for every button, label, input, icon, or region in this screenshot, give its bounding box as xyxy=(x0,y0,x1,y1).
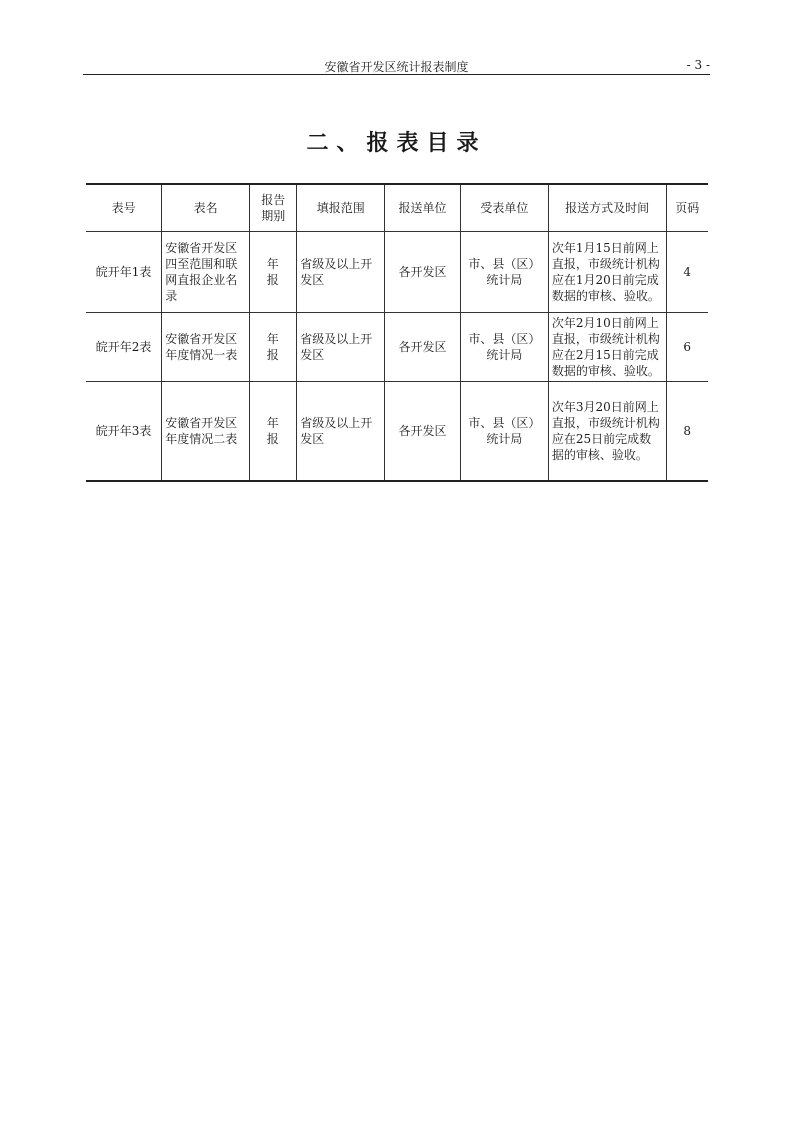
cell-scope: 省级及以上开发区 xyxy=(297,313,385,382)
column-header-name: 表名 xyxy=(162,184,250,232)
cell-scope: 省级及以上开发区 xyxy=(297,232,385,313)
cell-code: 皖开年2表 xyxy=(86,313,162,382)
section-heading: 二、报表目录 xyxy=(306,131,487,156)
cell-code: 皖开年1表 xyxy=(86,232,162,313)
document-title: 安徽省开发区统计报表制度 xyxy=(324,60,469,74)
cell-page: 8 xyxy=(666,382,708,482)
cell-name: 安徽省开发区年度情况一表 xyxy=(162,313,250,382)
cell-page: 4 xyxy=(666,232,708,313)
cell-code: 皖开年3表 xyxy=(86,382,162,482)
column-header-period: 报告 期别 xyxy=(250,184,297,232)
cell-period: 年报 xyxy=(250,382,297,482)
cell-receiver: 市、县（区）统计局 xyxy=(460,313,548,382)
column-header-scope: 填报范围 xyxy=(297,184,385,232)
table-row xyxy=(86,232,708,313)
cell-scope: 省级及以上开发区 xyxy=(297,382,385,482)
column-header-receiver: 受表单位 xyxy=(460,184,548,232)
column-header-method: 报送方式及时间 xyxy=(548,184,666,232)
column-header-page: 页码 xyxy=(666,184,708,232)
page-number: - 3 - xyxy=(686,58,710,72)
table-row xyxy=(86,313,708,382)
cell-unit: 各开发区 xyxy=(385,382,461,482)
header-rule xyxy=(83,74,710,75)
cell-page: 6 xyxy=(666,313,708,382)
cell-name: 安徽省开发区年度情况二表 xyxy=(162,382,250,482)
cell-unit: 各开发区 xyxy=(385,232,461,313)
column-header-code: 表号 xyxy=(86,184,162,232)
cell-receiver: 市、县（区）统计局 xyxy=(460,232,548,313)
table-row xyxy=(86,382,708,482)
column-header-unit: 报送单位 xyxy=(385,184,461,232)
cell-name: 安徽省开发区四至范围和联网直报企业名录 xyxy=(162,232,250,313)
cell-period: 年报 xyxy=(250,313,297,382)
cell-period: 年报 xyxy=(250,232,297,313)
page-header xyxy=(83,56,710,74)
table-header-row xyxy=(86,184,708,232)
report-catalog-table xyxy=(86,183,708,482)
cell-receiver: 市、县（区）统计局 xyxy=(460,382,548,482)
cell-method: 次年2月10日前网上直报，市级统计机构应在2月15日前完成数据的审核、验收。 xyxy=(548,313,666,382)
cell-method: 次年1月15日前网上直报，市级统计机构应在1月20日前完成数据的审核、验收。 xyxy=(548,232,666,313)
cell-unit: 各开发区 xyxy=(385,313,461,382)
cell-method: 次年3月20日前网上直报，市级统计机构应在25日前完成数据的审核、验收。 xyxy=(548,382,666,482)
